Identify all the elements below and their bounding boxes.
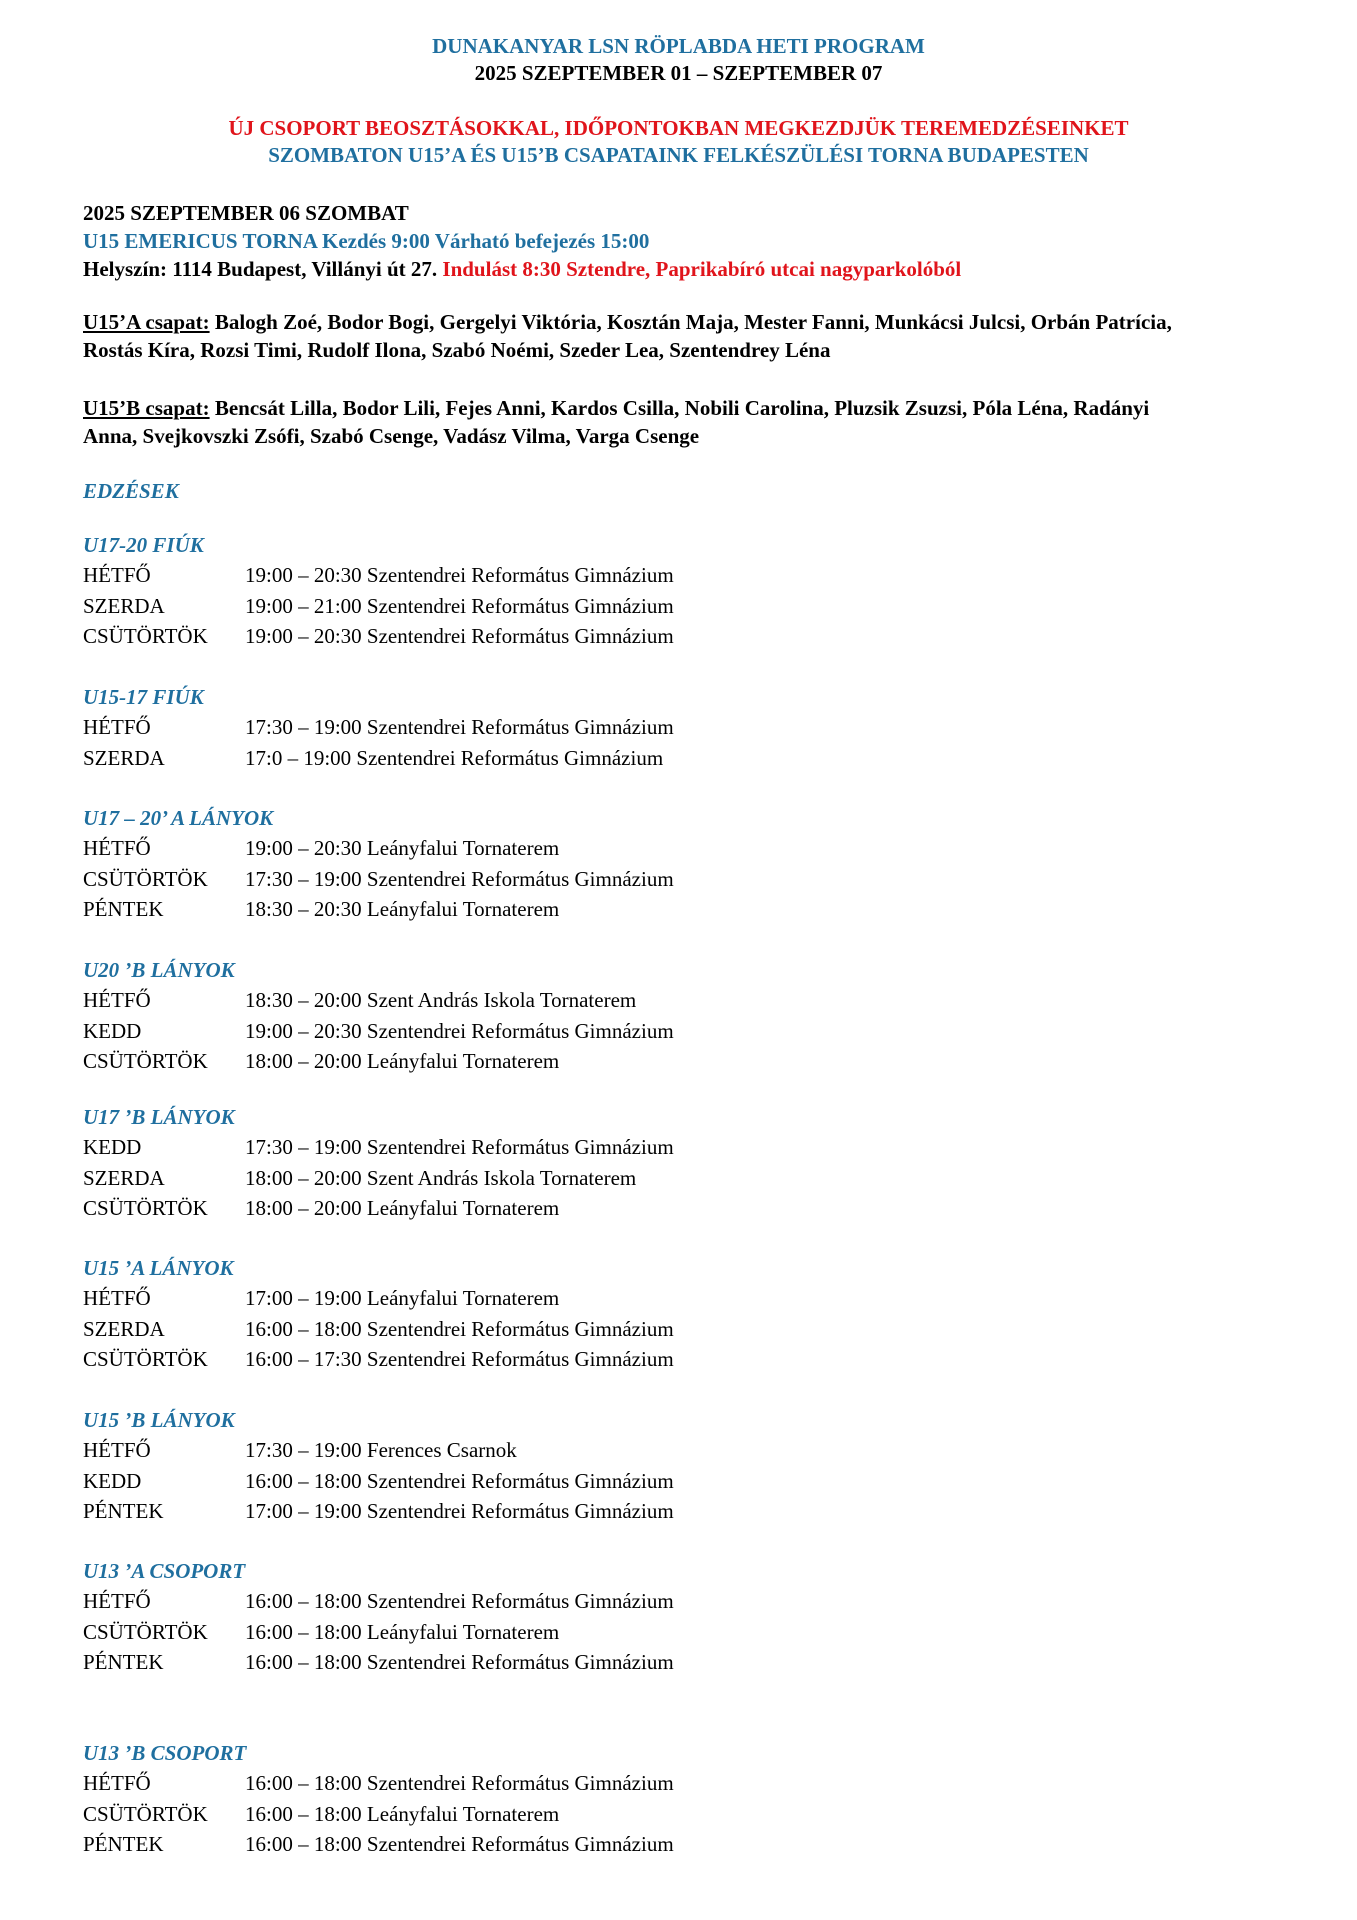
group-section: [83, 803, 983, 925]
schedule-row: [83, 1344, 983, 1375]
group-section: [83, 682, 983, 773]
team-a-players-1: Balogh Zoé, Bodor Bogi, Gergelyi Viktória, Kosztán Maja, Mester Fanni, Munkácsi Julcsi, Orbán Patrícia,: [214, 310, 1172, 334]
schedule-row: [83, 1647, 983, 1678]
schedule-row: [83, 1496, 983, 1527]
schedule-row: [83, 1283, 983, 1314]
schedule-row: [83, 1768, 983, 1799]
schedule-row: [83, 1163, 983, 1194]
document-header: [0, 33, 1357, 87]
schedule-day: CSÜTÖRTÖK: [83, 1347, 208, 1371]
schedule-day: SZERDA: [83, 593, 165, 618]
schedule-slot: 17:30 – 19:00 Szentendrei Református Gimnázium: [245, 866, 674, 891]
schedule-day: CSÜTÖRTÖK: [83, 1619, 208, 1644]
schedule-slot: 19:00 – 20:30 Szentendrei Református Gimnázium: [245, 624, 674, 648]
schedule-row: [83, 1799, 983, 1830]
schedule-day: CSÜTÖRTÖK: [83, 866, 208, 891]
group-title: U20 ’B LÁNYOK: [83, 958, 235, 982]
schedule-slot: 16:00 – 18:00 Szentendrei Református Gimnázium: [245, 1316, 674, 1341]
group-title: U17 – 20’ A LÁNYOK: [83, 806, 274, 830]
schedule-row: [83, 560, 983, 591]
schedule-day: HÉTFŐ: [83, 988, 151, 1012]
group-title: U15 ’A LÁNYOK: [83, 1256, 234, 1280]
schedule-row: [83, 712, 983, 743]
schedule-slot: 17:0 – 19:00 Szentendrei Református Gimnázium: [245, 745, 664, 770]
schedule-day: HÉTFŐ: [83, 1771, 151, 1795]
group-section: [83, 1738, 983, 1860]
schedule-slot: 16:00 – 18:00 Szentendrei Református Gimnázium: [245, 1832, 674, 1856]
team-b-line1: [83, 394, 1283, 422]
group-title: U15 ’B LÁNYOK: [83, 1408, 235, 1432]
event-location-line: [83, 255, 1283, 283]
schedule-day: PÉNTEK: [83, 1650, 164, 1674]
schedule-slot: 19:00 – 20:30 Szentendrei Református Gimnázium: [245, 1018, 674, 1043]
schedule-day: KEDD: [83, 1135, 142, 1159]
team-b-block: [83, 394, 1283, 450]
schedule-row: [83, 1617, 983, 1648]
schedule-slot: 16:00 – 18:00 Leányfalui Tornaterem: [245, 1801, 560, 1826]
schedule-day: SZERDA: [83, 1316, 165, 1341]
schedule-row: [83, 1586, 983, 1617]
schedule-slot: 16:00 – 17:30 Szentendrei Református Gimnázium: [245, 1347, 674, 1371]
group-section: [83, 1102, 983, 1224]
schedule-slot: 19:00 – 21:00 Szentendrei Református Gimnázium: [245, 593, 674, 618]
schedule-day: PÉNTEK: [83, 1499, 164, 1523]
schedule-slot: 16:00 – 18:00 Leányfalui Tornaterem: [245, 1619, 560, 1644]
document-title: DUNAKANYAR LSN RÖPLABDA HETI PROGRAM: [432, 34, 925, 58]
group-section: [83, 1253, 983, 1375]
schedule-slot: 17:30 – 19:00 Ferences Csarnok: [245, 1438, 517, 1462]
team-a-players-2: Rostás Kíra, Rozsi Timi, Rudolf Ilona, Szabó Noémi, Szeder Lea, Szentendrey Léna: [83, 338, 831, 362]
schedule-row: [83, 833, 983, 864]
announcement-blue: SZOMBATON U15’A ÉS U15’B CSAPATAINK FELKÉSZÜLÉSI TORNA BUDAPESTEN: [268, 143, 1089, 167]
schedule-slot: 18:30 – 20:00 Szent András Iskola Tornaterem: [245, 988, 637, 1012]
schedule-slot: 17:30 – 19:00 Szentendrei Református Gimnázium: [245, 1135, 674, 1159]
schedule-day: SZERDA: [83, 1165, 165, 1190]
schedule-row: [83, 1314, 983, 1345]
event-date: 2025 SZEPTEMBER 06 SZOMBAT: [83, 201, 409, 225]
schedule-day: CSÜTÖRTÖK: [83, 1801, 208, 1826]
group-title: U15-17 FIÚK: [83, 685, 204, 709]
schedule-day: SZERDA: [83, 745, 165, 770]
schedule-day: KEDD: [83, 1018, 142, 1043]
schedule-slot: 17:30 – 19:00 Szentendrei Református Gimnázium: [245, 715, 674, 739]
document-date-range: 2025 SZEPTEMBER 01 – SZEPTEMBER 07: [474, 61, 883, 85]
schedule-slot: 19:00 – 20:30 Szentendrei Református Gimnázium: [245, 563, 674, 587]
schedule-row: [83, 1829, 983, 1860]
schedule-row: [83, 621, 983, 652]
schedule-slot: 18:00 – 20:00 Leányfalui Tornaterem: [245, 1049, 560, 1073]
group-title: U13 ’B CSOPORT: [83, 1741, 247, 1765]
group-title: U13 ’A CSOPORT: [83, 1559, 246, 1583]
schedule-day: KEDD: [83, 1468, 142, 1493]
schedule-slot: 17:00 – 19:00 Szentendrei Református Gimnázium: [245, 1499, 674, 1523]
trainings-heading: EDZÉSEK: [83, 479, 179, 503]
schedule-day: HÉTFŐ: [83, 563, 151, 587]
schedule-row: [83, 1046, 983, 1077]
schedule-slot: 16:00 – 18:00 Szentendrei Református Gimnázium: [245, 1650, 674, 1674]
schedule-day: HÉTFŐ: [83, 715, 151, 739]
team-b-players-1: Bencsát Lilla, Bodor Lili, Fejes Anni, Kardos Csilla, Nobili Carolina, Pluzsik Zsuzsi, Póla Léna, Radányi: [214, 396, 1150, 420]
schedule-day: PÉNTEK: [83, 897, 164, 921]
schedule-slot: 18:00 – 20:00 Leányfalui Tornaterem: [245, 1196, 560, 1220]
schedule-day: HÉTFŐ: [83, 836, 151, 860]
schedule-day: PÉNTEK: [83, 1832, 164, 1856]
schedule-day: CSÜTÖRTÖK: [83, 624, 208, 648]
schedule-row: [83, 591, 983, 622]
team-a-label: U15’A csapat:: [83, 310, 210, 334]
schedule-day: HÉTFŐ: [83, 1589, 151, 1613]
schedule-row: [83, 1466, 983, 1497]
schedule-row: [83, 1132, 983, 1163]
schedule-day: HÉTFŐ: [83, 1438, 151, 1462]
schedule-slot: 18:30 – 20:30 Leányfalui Tornaterem: [245, 897, 560, 921]
group-section: [83, 1405, 983, 1527]
schedule-slot: 18:00 – 20:00 Szent András Iskola Tornaterem: [245, 1165, 637, 1190]
schedule-row: [83, 1435, 983, 1466]
announcement-block: [0, 115, 1357, 169]
schedule-day: HÉTFŐ: [83, 1286, 151, 1310]
schedule-slot: 19:00 – 20:30 Leányfalui Tornaterem: [245, 836, 560, 860]
announcement-red: ÚJ CSOPORT BEOSZTÁSOKKAL, IDŐPONTOKBAN MEGKEZDJÜK TEREMEDZÉSEINKET: [228, 116, 1129, 140]
team-b-players-2: Anna, Svejkovszki Zsófi, Szabó Csenge, Vadász Vilma, Varga Csenge: [83, 424, 700, 448]
schedule-slot: 16:00 – 18:00 Szentendrei Református Gimnázium: [245, 1589, 674, 1613]
event-title: U15 EMERICUS TORNA Kezdés 9:00 Várható befejezés 15:00: [83, 229, 650, 253]
group-section: [83, 530, 983, 652]
group-title: U17 ’B LÁNYOK: [83, 1105, 235, 1129]
event-block: [83, 199, 1283, 283]
group-section: [83, 1556, 983, 1678]
team-a-block: [83, 308, 1283, 364]
trainings-heading-block: [83, 476, 983, 506]
schedule-slot: 17:00 – 19:00 Leányfalui Tornaterem: [245, 1286, 560, 1310]
schedule-slot: 16:00 – 18:00 Szentendrei Református Gimnázium: [245, 1468, 674, 1493]
schedule-row: [83, 743, 983, 774]
event-departure: Indulást 8:30 Sztendre, Paprikabíró utcai nagyparkolóból: [442, 257, 962, 281]
team-b-label: U15’B csapat:: [83, 396, 210, 420]
team-a-line1: [83, 308, 1283, 336]
schedule-row: [83, 894, 983, 925]
group-title: U17-20 FIÚK: [83, 533, 204, 557]
schedule-day: CSÜTÖRTÖK: [83, 1196, 208, 1220]
schedule-row: [83, 1016, 983, 1047]
schedule-row: [83, 985, 983, 1016]
event-location: Helyszín: 1114 Budapest, Villányi út 27.: [83, 257, 438, 281]
schedule-row: [83, 1193, 983, 1224]
schedule-row: [83, 864, 983, 895]
schedule-slot: 16:00 – 18:00 Szentendrei Református Gimnázium: [245, 1771, 674, 1795]
group-section: [83, 955, 983, 1077]
schedule-day: CSÜTÖRTÖK: [83, 1049, 208, 1073]
